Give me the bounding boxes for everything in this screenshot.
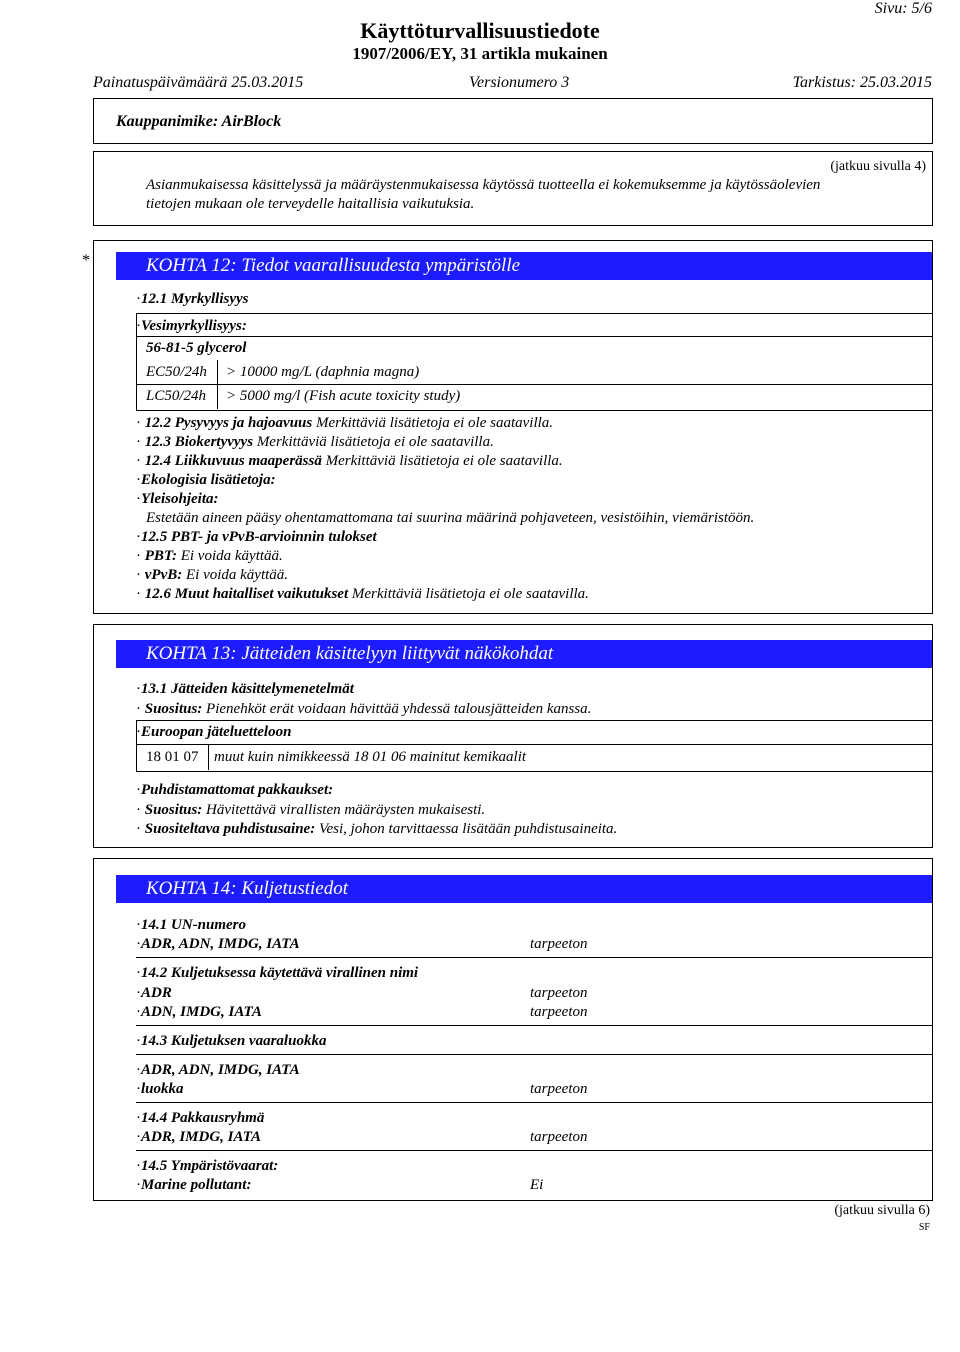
general-advice-label: · Yleisohjeita: <box>136 491 219 508</box>
language-code: SF <box>918 1222 930 1233</box>
transport-value: tarpeeton <box>530 1004 588 1020</box>
cleaner-line <box>136 821 617 838</box>
transport-value: tarpeeton <box>530 936 588 952</box>
document-title: Käyttöturvallisuustiedote <box>360 18 600 43</box>
continuation-text-2: tietojen mukaan ole terveydelle haitallisia vaikutuksia. <box>146 196 475 212</box>
transport-value: Ei <box>530 1177 544 1193</box>
document-subtitle: 1907/2006/EY, 31 artikla mukainen <box>352 44 608 63</box>
table-divider <box>208 744 209 770</box>
s12-2-text: Merkittäviä lisätietoja ei ole saatavilla. <box>315 415 554 431</box>
substance-name: 56-81-5 glycerol <box>146 340 247 356</box>
packaging-recommendation-line <box>136 802 485 819</box>
cleaner-label: Suositeltava puhdistusaine: <box>144 821 316 837</box>
transport-value: tarpeeton <box>530 1129 588 1145</box>
s14-3-heading: · 14.3 Kuljetuksen vaaraluokka <box>136 1033 326 1050</box>
divider <box>136 1150 932 1151</box>
transport-label: · ADR <box>136 985 172 1002</box>
s13-1-heading: · 13.1 Jätteiden käsittelymenetelmät <box>136 681 354 698</box>
s14-2-heading: · 14.2 Kuljetuksessa käytettävä virallinen nimi <box>136 965 418 982</box>
recommendation-text: Pienehköt erät voidaan hävittää yhdessä talousjätteiden kanssa. <box>206 701 592 717</box>
version-number: Versionumero 3 <box>469 74 570 91</box>
vpvb-line <box>136 567 288 584</box>
tox-row-key: LC50/24h <box>146 388 207 404</box>
s12-6-line <box>136 586 589 603</box>
transport-label: · ADR, IMDG, IATA <box>136 1129 261 1146</box>
revision-date: Tarkistus: 25.03.2015 <box>792 74 932 91</box>
divider <box>136 336 932 337</box>
pbt-text: Ei voida käyttää. <box>180 548 283 564</box>
s12-6-text: Merkittäviä lisätietoja ei ole saatavilla. <box>351 586 589 602</box>
s12-4-text: Merkittäviä lisätietoja ei ole saatavilla. <box>325 453 563 469</box>
s12-3-label: 12.3 Biokertyvyys <box>144 434 254 450</box>
continued-from: (jatkuu sivulla 4) <box>830 159 926 174</box>
divider <box>136 744 932 745</box>
s12-4-line <box>136 453 563 470</box>
eco-info-label: · Ekologisia lisätietoja: <box>136 472 276 489</box>
continued-on: (jatkuu sivulla 6) <box>834 1203 930 1218</box>
transport-label: · ADR, ADN, IMDG, IATA <box>136 1062 300 1079</box>
pbt-label: PBT: <box>144 548 177 564</box>
divider <box>136 1054 932 1055</box>
divider <box>136 1102 932 1103</box>
general-advice-text: Estetään aineen pääsy ohentamattomana tai suurina määrinä pohjaveteen, vesistöihin, viemäristöön. <box>146 510 755 526</box>
ewc-label: · Euroopan jäteluetteloon <box>136 724 291 741</box>
tox-row-value: > 5000 mg/l (Fish acute toxicity study) <box>226 388 461 404</box>
vpvb-label: vPvB: <box>144 567 183 583</box>
transport-label: · Marine pollutant: <box>136 1177 251 1194</box>
s12-6-label: 12.6 Muut haitalliset vaikutukset <box>144 586 349 602</box>
tox-row-value: > 10000 mg/L (daphnia magna) <box>226 364 420 380</box>
aquatic-toxicity-label: · Vesimyrkyllisyys: <box>136 318 247 335</box>
section-13-heading: KOHTA 13: Jätteiden käsittelyyn liittyvät näkökohdat <box>116 640 932 668</box>
s14-4-heading: · 14.4 Pakkausryhmä <box>136 1110 264 1127</box>
s14-1-heading: · 14.1 UN-numero <box>136 917 246 934</box>
tox-row-key: EC50/24h <box>146 364 207 380</box>
s12-3-line <box>136 434 494 451</box>
s12-2-line <box>136 415 553 432</box>
recommendation-label: Suositus: <box>144 701 203 717</box>
ewc-code: 18 01 07 <box>146 749 199 765</box>
transport-value: tarpeeton <box>530 1081 588 1097</box>
packaging-recommendation-label: Suositus: <box>144 802 203 818</box>
packaging-recommendation-text: Hävitettävä virallisten määräysten mukaisesti. <box>206 802 486 818</box>
section-14-heading: KOHTA 14: Kuljetustiedot <box>116 875 932 903</box>
transport-value: tarpeeton <box>530 985 588 1001</box>
transport-label: · ADR, ADN, IMDG, IATA <box>136 936 300 953</box>
s14-5-heading: · 14.5 Ympäristövaarat: <box>136 1158 278 1175</box>
recommendation-line <box>136 701 591 718</box>
s12-3-text: Merkittäviä lisätietoja ei ole saatavilla. <box>256 434 494 450</box>
s12-4-label: 12.4 Liikkuvuus maaperässä <box>144 453 322 469</box>
revision-marker: * <box>82 252 90 269</box>
divider <box>136 1025 932 1026</box>
transport-label: · ADN, IMDG, IATA <box>136 1004 262 1021</box>
vpvb-text: Ei voida käyttää. <box>185 567 289 583</box>
s12-2-label: 12.2 Pysyvyys ja hajoavuus <box>144 415 313 431</box>
cleaner-text: Vesi, johon tarvittaessa lisätään puhdistusaineita. <box>318 821 618 837</box>
continuation-text-1: Asianmukaisessa käsittelyssä ja määräystenmukaisessa käytössä tuotteella ei kokemuksemme ja käytössäolevien <box>146 177 821 193</box>
trade-name-box <box>93 98 933 144</box>
print-date: Painatuspäivämäärä 25.03.2015 <box>93 74 304 91</box>
transport-label: · luokka <box>136 1081 184 1098</box>
packaging-label: · Puhdistamattomat pakkaukset: <box>136 782 333 799</box>
pbt-line <box>136 548 283 565</box>
s12-1-heading: · 12.1 Myrkyllisyys <box>136 291 248 308</box>
table-row-divider <box>136 384 932 385</box>
ewc-description: muut kuin nimikkeessä 18 01 06 mainitut kemikaalit <box>214 749 527 765</box>
s12-5-heading: · 12.5 PBT- ja vPvB-arvioinnin tulokset <box>136 529 377 546</box>
trade-name: Kauppanimike: AirBlock <box>116 113 282 130</box>
divider <box>136 957 932 958</box>
page-number: Sivu: 5/6 <box>874 0 932 17</box>
continuation-box <box>93 151 933 226</box>
section-12-heading: KOHTA 12: Tiedot vaarallisuudesta ympäristölle <box>116 252 932 280</box>
